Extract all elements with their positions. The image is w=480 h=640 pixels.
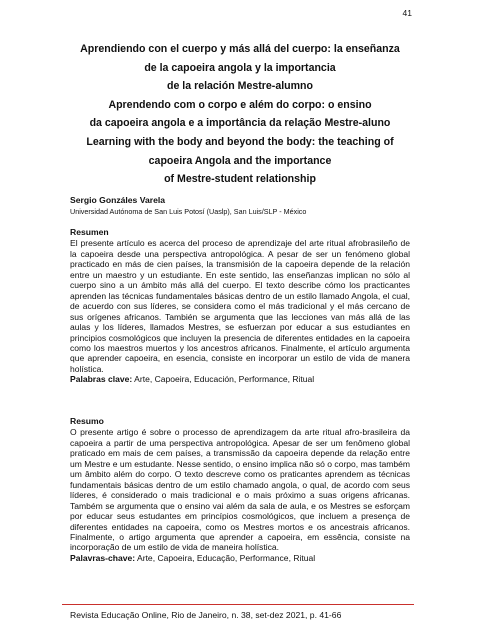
author-name: Sergio Gonzáles Varela <box>70 195 166 205</box>
author-block <box>70 195 410 217</box>
author-affiliation: Universidad Autónoma de San Luis Potosí (Uaslp), San Luis/SLP - México <box>70 207 307 216</box>
footer-rule <box>62 604 414 605</box>
journal-footer: Revista Educação Online, Rio de Janeiro, n. 38, set-dez 2021, p. 41-66 <box>70 610 342 620</box>
resumo-text: O presente artigo é sobre o processo de aprendizagem da arte ritual afro-brasileira da capoeira a partir de uma perspectiva antropológica. Apesar de ser um fenômeno global praticado em mais de cem países, a transmissão da capoeira depende da relação entre um Mestre e um estudante. Nesse sentido, o ensino implica não só o corpo, mas também um âmbito além do corpo. O texto descreve como os praticantes aprendem as técnicas fundamentais básicas dentro de um estilo chamado angola, o qual, de acordo com seus líderes, é considerado o mais tradicional e o mais próximo a suas origens africanas. Também se argumenta que o ensino vai além da sala de aula, e os Mestres se esforçam por educar seus estudantes em princípios cosmológicos, que incluem a presença de diferentes entidades na capoeira, como os Mestres mortos e os ancestrais africanos. Finalmente, o artigo argumenta que aprender a capoeira, em essência, consiste na incorporação de um estilo de vida de maneira holística. <box>70 427 410 553</box>
title-es-line-1: Aprendiendo con el cuerpo y más allá del cuerpo: la enseñanza <box>80 43 400 55</box>
resumen-keywords <box>70 374 410 384</box>
resumo-section <box>70 416 410 563</box>
title-en-line-3: of Mestre-student relationship <box>164 173 316 186</box>
resumo-keywords-value: Arte, Capoeira, Educação, Performance, Ritual <box>137 552 316 563</box>
resumo-keywords <box>70 553 410 563</box>
resumen-keywords-value: Arte, Capoeira, Educación, Performance, Ritual <box>134 374 315 385</box>
title-pt-line-2: da capoeira angola e a importância da relação Mestre-aluno <box>89 117 391 130</box>
resumen-keywords-label: Palabras clave: <box>70 374 133 385</box>
article-titles <box>50 40 430 189</box>
resumo-heading: Resumo <box>70 416 104 426</box>
resumen-heading: Resumen <box>70 227 109 237</box>
page-number: 41 <box>402 8 412 18</box>
title-en-line-1: Learning with the body and beyond the body: the teaching of <box>86 135 394 148</box>
resumen-section <box>70 227 410 385</box>
title-es-line-3: de la relación Mestre-alumno <box>166 80 313 93</box>
resumen-text: El presente artículo es acerca del proceso de aprendizaje del arte ritual afrobrasileño de la capoeira desde una perspectiva antropológica. A pesar de ser un fenómeno global practicado en más de cien países, la transmisión de la capoeira depende de la relación entre un maestro y un estudiante. En este sentido, las enseñanzas implican no sólo al cuerpo sino a un ámbito más allá del cuerpo. El texto describe cómo los practicantes aprenden las técnicas fundamentales básicas dentro de un estilo llamado Angola, el cual, de acuerdo con sus líderes, se considera como el más tradicional y el más cercano de sus orígenes africanos. También se argumenta que las lecciones van más allá de las aulas y los líderes, llamados Mestres, se esfuerzan por educar a sus estudiantes en principios cosmológicos que incluyen la presencia de diferentes entidades en la capoeira como los maestros muertos y los ancestros africanos. Finalmente, el artículo argumenta que aprender capoeira, en esencia, consiste en incorporar un estilo de vida de manera holística. <box>70 238 410 374</box>
title-es-line-2: de la capoeira angola y la importancia <box>144 61 336 74</box>
title-pt-line-1: Aprendendo com o corpo e além do corpo: o ensino <box>108 98 372 111</box>
resumo-keywords-label: Palavras-chave: <box>70 552 136 563</box>
title-en-line-2: capoeira Angola and the importance <box>148 154 332 167</box>
